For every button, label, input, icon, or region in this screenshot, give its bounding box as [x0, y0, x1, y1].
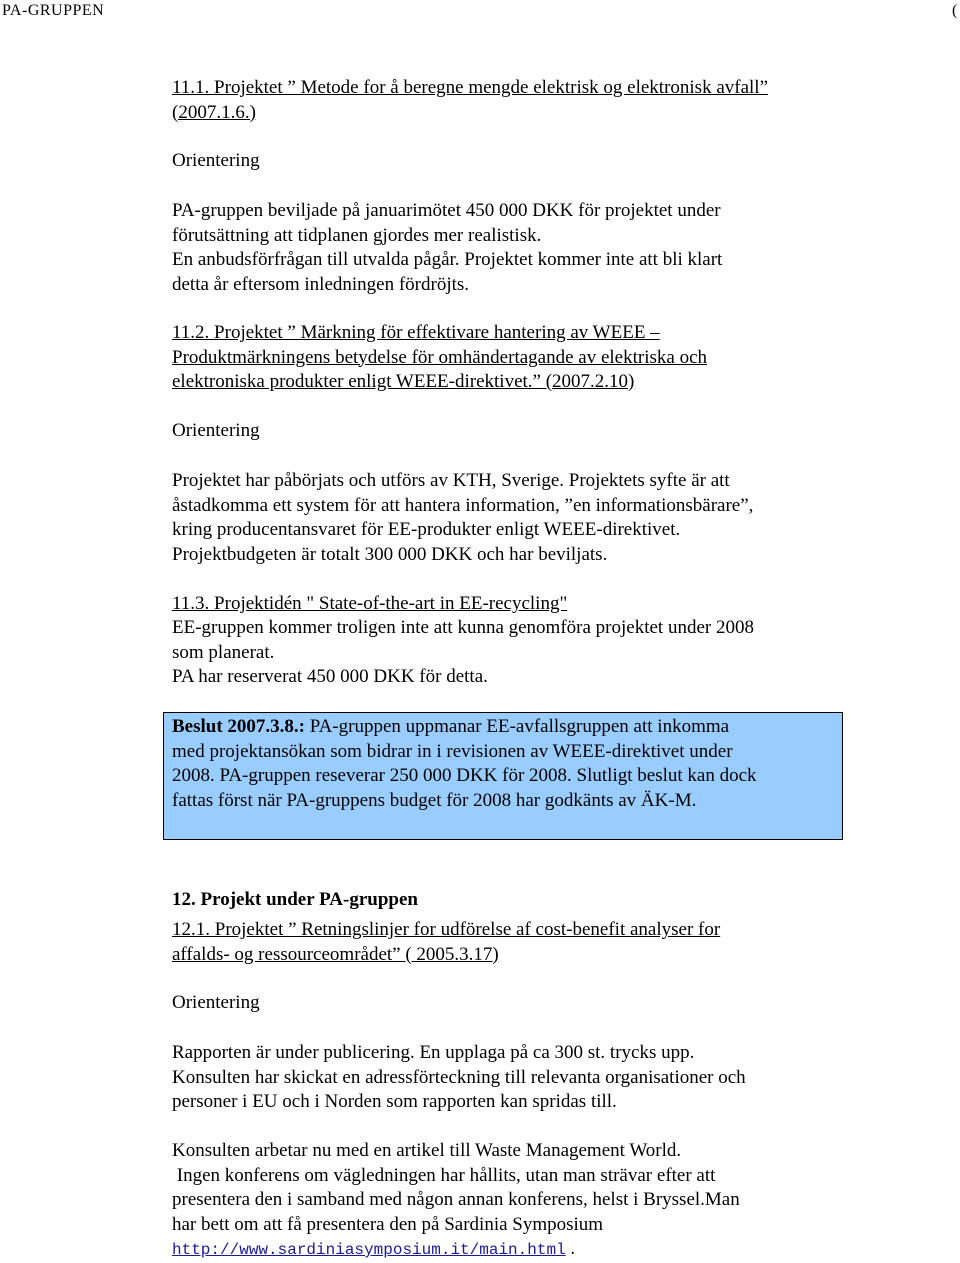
text-line: Konsulten arbetar nu med en artikel till Waste Management World.	[172, 1140, 682, 1161]
text-line: 2008. PA-gruppen reseverar 250 000 DKK för 2008. Slutligt beslut kan dock	[172, 765, 757, 786]
section-12-title: 12. Projekt under PA-gruppen	[172, 889, 418, 910]
section-11-2-body	[172, 469, 862, 567]
title-line: affalds- og ressourceområdet” ( 2005.3.17)	[172, 943, 499, 965]
link-suffix: .	[565, 1238, 576, 1259]
title-line: Produktmärkningens betydelse för omhändertagande av elektriska och	[172, 346, 707, 368]
text-line: med projektansökan som bidrar in i revisionen av WEEE-direktivet under	[172, 740, 733, 762]
text-line: presentera den i samband med någon annan konferens, helst i Bryssel.Man	[172, 1189, 740, 1210]
text-line: Ingen konferens om vägledningen har hållits, utan man strävar efter att	[172, 1164, 716, 1186]
section-12-1-heading: Orientering	[172, 992, 260, 1013]
text-line: PA har reserverat 450 000 DKK för detta.	[172, 666, 488, 687]
decision-first-line	[172, 715, 832, 740]
section-11-3-title: 11.3. Projektidén " State-of-the-art in EE-recycling"	[172, 593, 568, 614]
title-line: elektroniska produkter enligt WEEE-direktivet.” (2007.2.10)	[172, 371, 635, 392]
link-line	[172, 1237, 862, 1263]
section-12-1-para1	[172, 1041, 862, 1115]
text-line: har bett om att få presentera den på Sardinia Symposium	[172, 1213, 604, 1235]
section-11-1-title: 11.1. Projektet ” Metode for å beregne mengde elektrisk og elektronisk avfall” (2007.1.6.)	[172, 77, 769, 123]
section-11-3-body	[172, 616, 862, 690]
text-line: som planerat.	[172, 641, 275, 663]
text-line: PA-gruppen beviljade på januarimötet 450 000 DKK för projektet under	[172, 200, 721, 221]
title-line: 12.1. Projektet ” Retningslinjer for udförelse af cost-benefit analyser for	[172, 919, 721, 940]
text-line: förutsättning att tidplanen gjordes mer realistisk.	[172, 224, 542, 246]
section-11-2-heading: Orientering	[172, 420, 260, 441]
decision-first-line-text: PA-gruppen uppmanar EE-avfallsgruppen att inkomma	[305, 716, 730, 737]
running-header: PA-GRUPPEN	[2, 2, 105, 19]
text-line: Projektet har påbörjats och utförs av KTH, Sverige. Projektets syfte är att	[172, 470, 730, 491]
text-line: En anbudsförfrågan till utvalda pågår. Projektet kommer inte att bli klart	[172, 249, 723, 270]
decision-label: Beslut 2007.3.8.:	[172, 716, 305, 737]
title-line: 11.2. Projektet ” Märkning för effektivare hantering av WEEE –	[172, 322, 660, 343]
text-line: EE-gruppen kommer troligen inte att kunna genomföra projektet under 2008	[172, 617, 754, 638]
sardinia-symposium-link[interactable]: http://www.sardiniasymposium.it/main.html	[172, 1241, 566, 1259]
text-line: Konsulten har skickat en adressförteckning till relevanta organisationer och	[172, 1066, 746, 1088]
section-11-1-body	[172, 199, 862, 297]
text-line: åstadkomma ett system för att hantera information, ”en informationsbärare”,	[172, 494, 754, 516]
text-line: Projektbudgeten är totalt 300 000 DKK och har beviljats.	[172, 543, 608, 565]
text-line: detta år eftersom inledningen fördröjts.	[172, 273, 470, 295]
text-line: kring producentansvaret för EE-produkter enligt WEEE-direktivet.	[172, 519, 681, 540]
section-11-2-title	[172, 321, 862, 395]
text-line: Rapporten är under publicering. En upplaga på ca 300 st. trycks upp.	[172, 1042, 695, 1063]
section-12-1-para2	[172, 1139, 862, 1263]
section-12-1-title	[172, 918, 862, 967]
text-line: personer i EU och i Norden som rapporten kan spridas till.	[172, 1091, 617, 1112]
decision-text	[172, 715, 832, 813]
text-line: fattas först när PA-gruppens budget för 2008 har godkänts av ÄK-M.	[172, 789, 697, 811]
running-header-fragment: (	[952, 2, 958, 19]
section-11-1-heading: Orientering	[172, 150, 260, 171]
